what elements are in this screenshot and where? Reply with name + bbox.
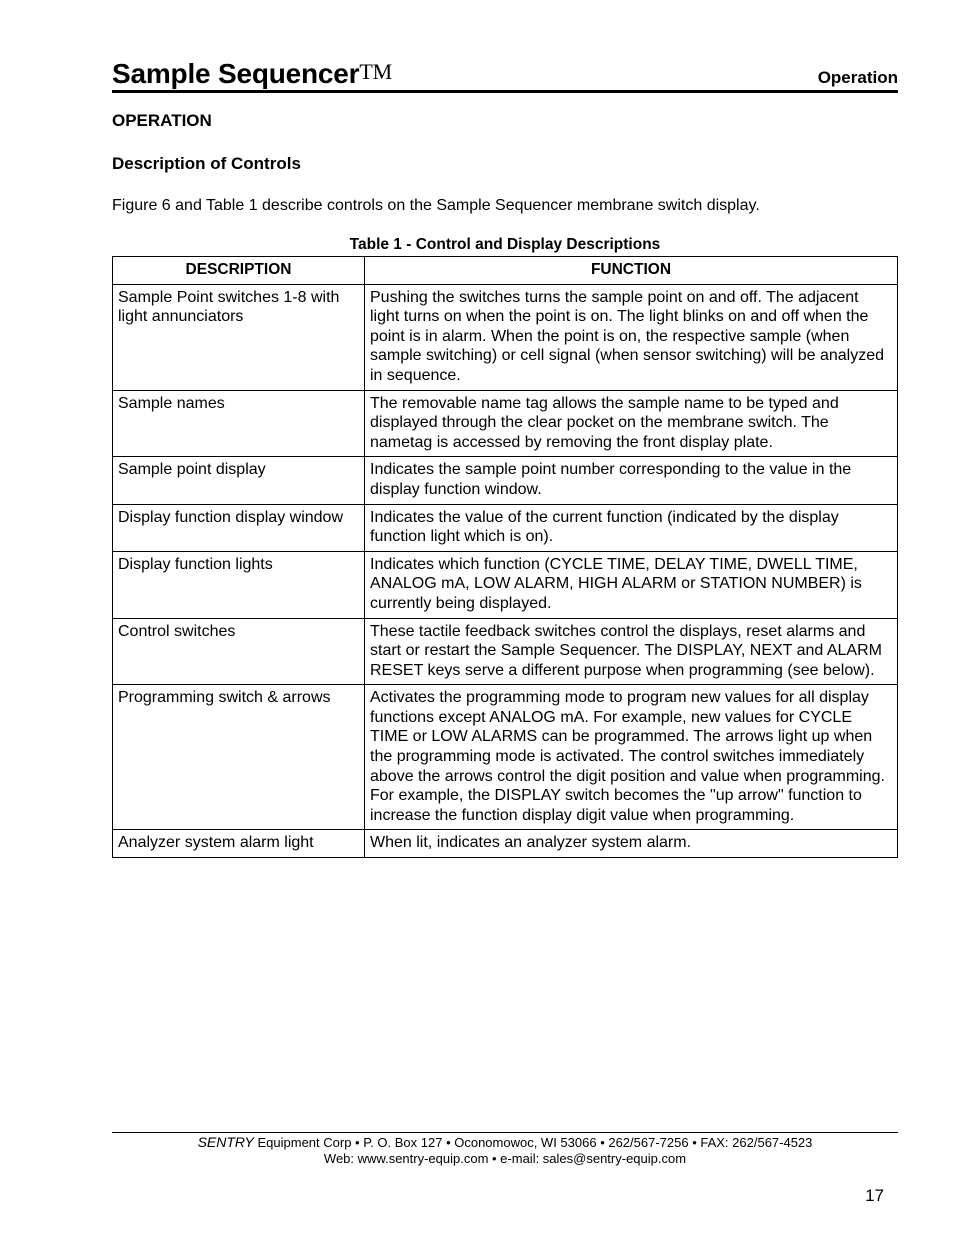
intro-paragraph: Figure 6 and Table 1 describe controls on the Sample Sequencer membrane switch display. <box>112 197 760 214</box>
table-row <box>113 618 898 685</box>
address-text: Equipment Corp • P. O. Box 127 • Oconomowoc, WI 53066 • 262/567-7256 • FAX: 262/567-4523 <box>257 1135 813 1150</box>
function-cell: The removable name tag allows the sample name to be typed and displayed through the clear pocket on the membrane switch. The nametag is accessed by removing the front display plate. <box>365 390 898 457</box>
footer-divider <box>112 1132 898 1133</box>
description-cell: Display function lights <box>113 551 365 618</box>
description-cell: Sample point display <box>113 457 365 504</box>
description-cell: Display function display window <box>113 504 365 551</box>
section-heading: OPERATION <box>112 111 212 130</box>
function-cell: Indicates which function (CYCLE TIME, DELAY TIME, DWELL TIME, ANALOG mA, LOW ALARM, HIGH ALARM or STATION NUMBER) is currently being displayed. <box>365 551 898 618</box>
section-name: Operation <box>817 68 898 87</box>
column-header-function: FUNCTION <box>365 257 898 285</box>
company-name: SENTRY <box>197 1134 254 1150</box>
subsection-heading: Description of Controls <box>112 154 301 173</box>
controls-table <box>112 256 898 858</box>
description-cell: Sample names <box>113 390 365 457</box>
table-row <box>113 685 898 830</box>
description-cell: Analyzer system alarm light <box>113 830 365 858</box>
table-header-row <box>113 257 898 285</box>
footer-contact: Web: www.sentry-equip.com • e-mail: sales@sentry-equip.com <box>323 1151 687 1166</box>
table-row <box>113 457 898 504</box>
page-number: 17 <box>865 1186 884 1205</box>
function-cell: Indicates the value of the current function (indicated by the display function light which is on). <box>365 504 898 551</box>
function-cell: Activates the programming mode to program new values for all display functions except ANALOG mA. For example, new values for CYCLE TIME or LOW ALARMS can be programmed. The arrows light up when the programming mode is activated. The control switches immediately above the arrows control the digit position and value when programming. For example, the DISPLAY switch becomes the "up arrow" function to increase the function display digit value when programming. <box>365 685 898 830</box>
footer-address <box>112 1134 898 1150</box>
trademark: TM <box>359 59 392 84</box>
table-row <box>113 390 898 457</box>
table-row <box>113 551 898 618</box>
table-row <box>113 504 898 551</box>
column-header-description: DESCRIPTION <box>113 257 365 285</box>
page-header <box>112 56 898 93</box>
function-cell: When lit, indicates an analyzer system alarm. <box>365 830 898 858</box>
function-cell: These tactile feedback switches control the displays, reset alarms and start or restart the Sample Sequencer. The DISPLAY, NEXT and ALARM RESET keys serve a different purpose when programming (see below). <box>365 618 898 685</box>
table-row <box>113 830 898 858</box>
table-row <box>113 284 898 390</box>
function-cell: Indicates the sample point number corresponding to the value in the display function window. <box>365 457 898 504</box>
description-cell: Programming switch & arrows <box>113 685 365 830</box>
document-title <box>112 58 392 90</box>
table-caption: Table 1 - Control and Display Descriptions <box>349 236 661 253</box>
function-cell: Pushing the switches turns the sample point on and off. The adjacent light turns on when the point is on. The light blinks on and off when the point is in alarm. When the point is on, the respective sample (when sample switching) or cell signal (when sensor switching) will be analyzed in sequence. <box>365 284 898 390</box>
title-text: Sample Sequencer <box>112 58 360 89</box>
description-cell: Sample Point switches 1-8 with light annunciators <box>113 284 365 390</box>
description-cell: Control switches <box>113 618 365 685</box>
